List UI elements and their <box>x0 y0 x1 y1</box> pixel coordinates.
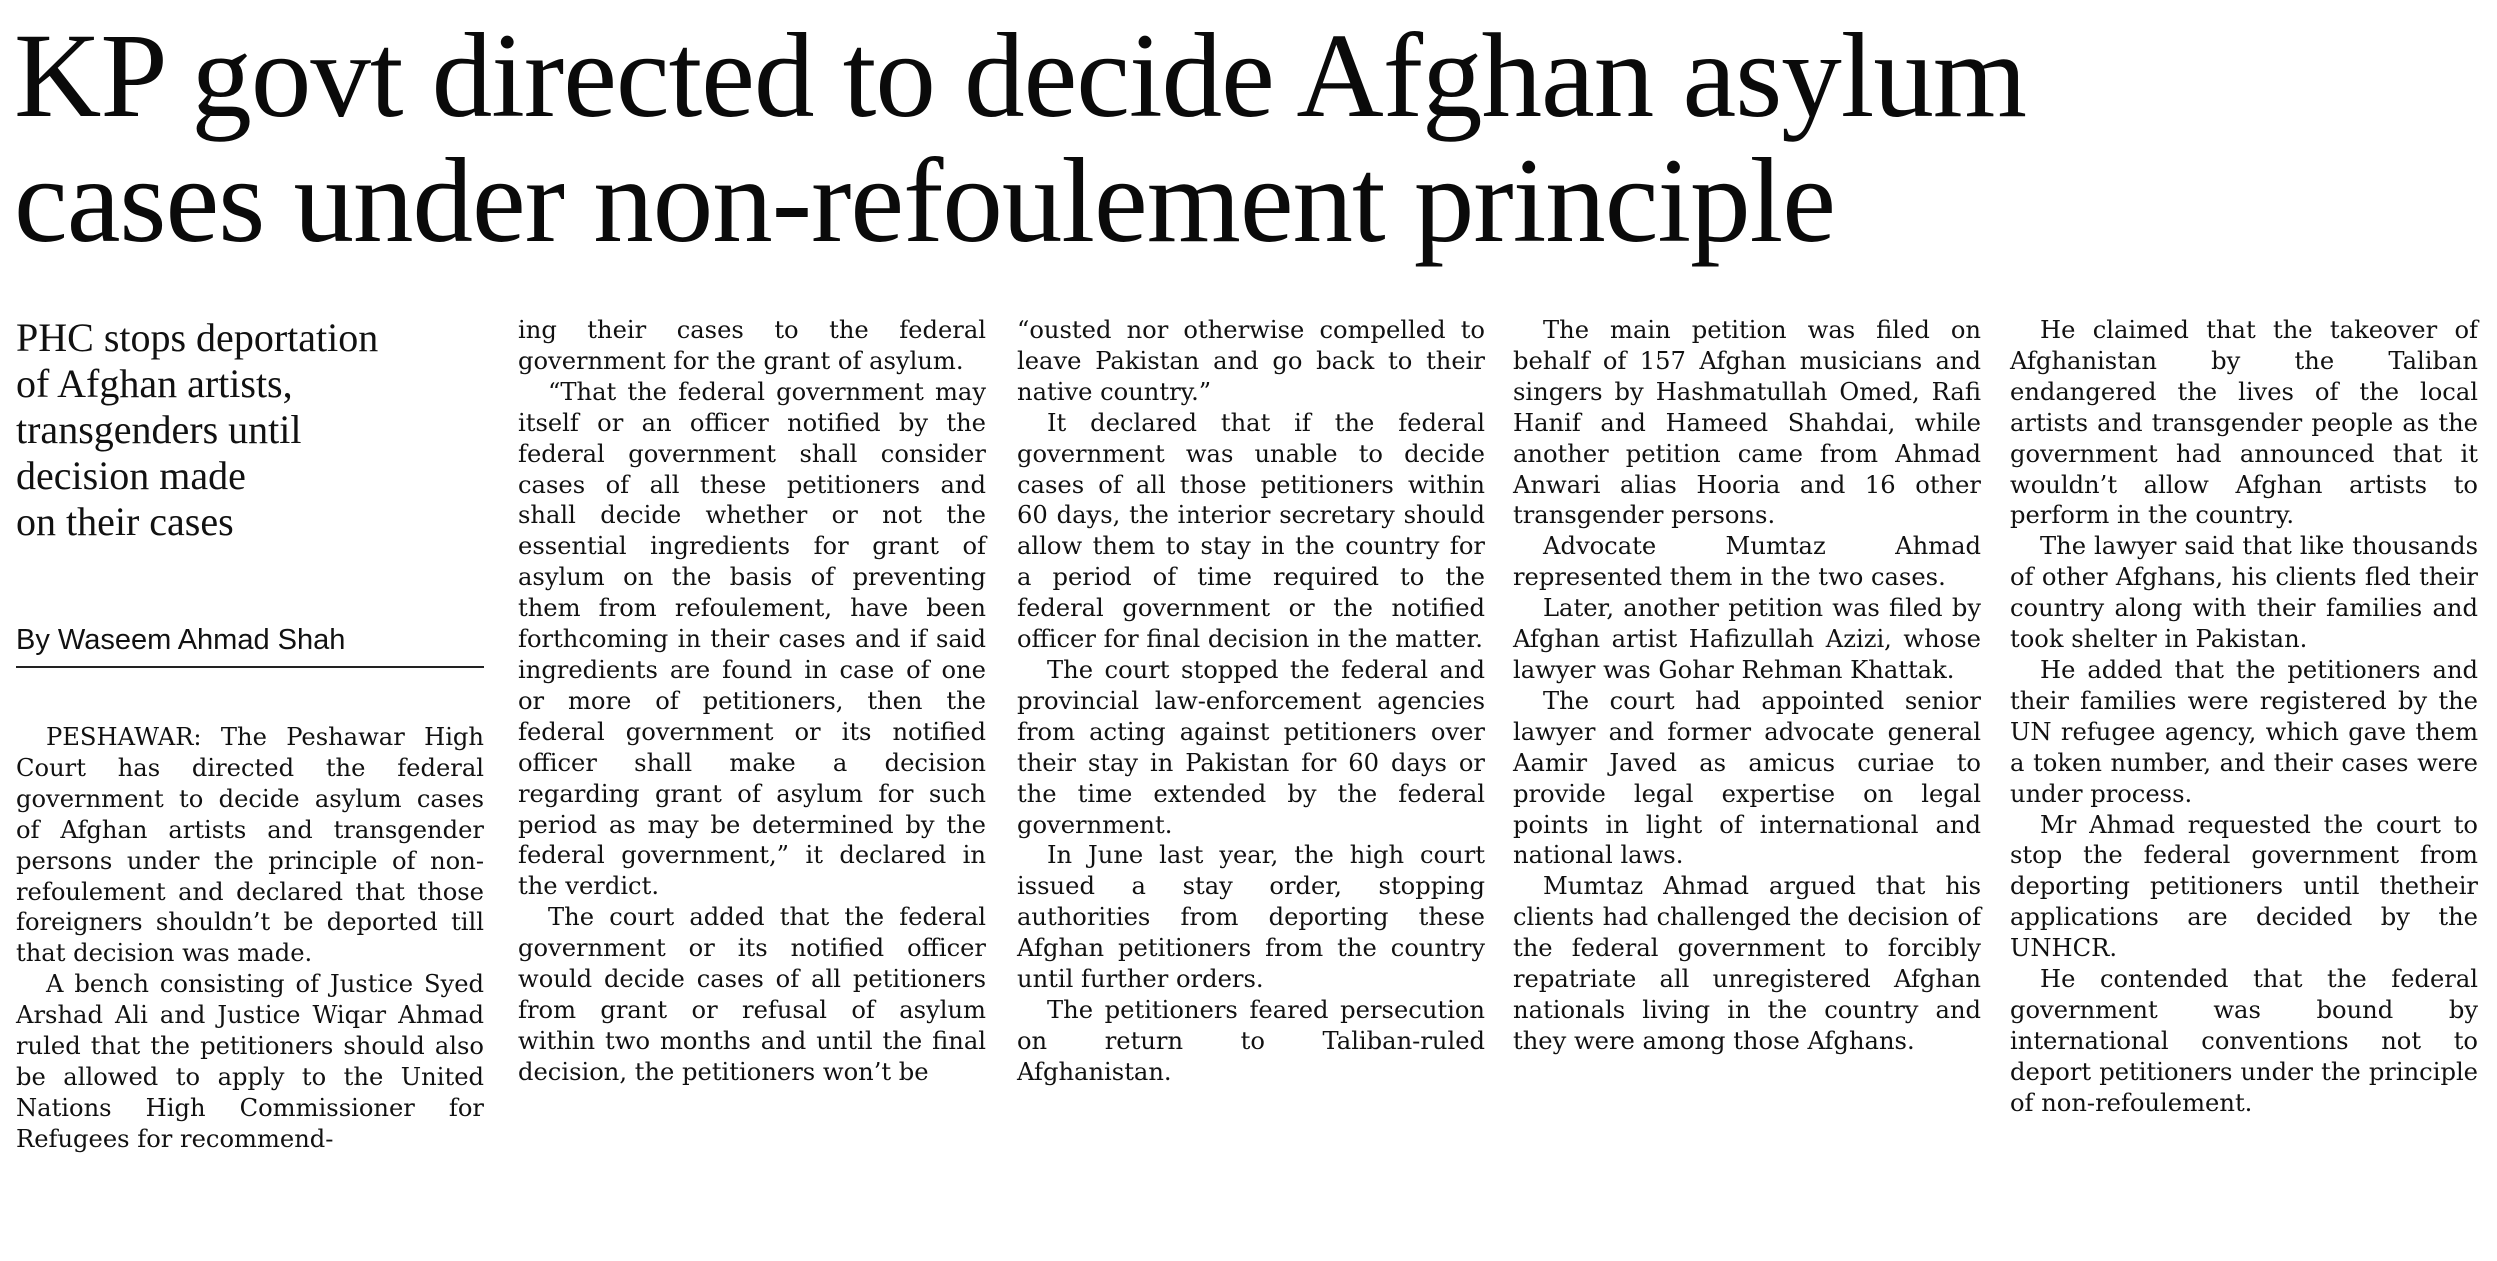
subhead-line-3: transgenders until <box>16 407 302 452</box>
article-column-2 <box>518 315 986 1088</box>
paragraph: Mumtaz Ahmad argued that his clients had challenged the decision of the federal government to forcibly repatriate all unregistered Afghan nationals living in the country and they were among those Afghans. <box>1513 872 1981 1055</box>
paragraph: PESHAWAR: The Peshawar High Court has directed the federal government to decide asylum cases of Afghan artists and transgender persons under the principle of non-refoulement and declared that those foreigners shouldn’t be deported till that decision was made. <box>16 723 484 968</box>
paragraph: The main petition was filed on behalf of 157 Afghan musicians and singers by Hashmatullah Omed, Rafi Hanif and Hameed Shahdai, while another petition came from Ahmad Anwari alias Hooria and 16 other transgender persons. <box>1513 316 1981 530</box>
subhead-line-5: on their cases <box>16 499 234 544</box>
paragraph: Advocate Mumtaz Ahmad represented them in the two cases. <box>1513 532 1981 592</box>
paragraph: The court added that the federal government or its notified officer would decide cases of all petitioners from grant or refusal of asylum within two months and until the final decision, the petitioners won’t be <box>518 903 986 1086</box>
subhead-line-4: decision made <box>16 453 246 498</box>
paragraph: “That the federal government may itself or an officer notified by the federal government shall consider cases of all these petitioners and shall decide whether or not the essential ingredients for grant of asylum on the basis of preventing them from refoulement, have been forthcoming in their cases and if said ingredients are found in case of one or more of petitioners, then the federal government or its notified officer shall make a decision regarding grant of asylum for such period as may be determined by the federal government,” it declared in the verdict. <box>518 377 986 901</box>
byline: By Waseem Ahmad Shah <box>16 622 484 668</box>
paragraph: He claimed that the takeover of Afghanistan by the Taliban endangered the lives of the local artists and transgender people as the government had announced that it wouldn’t allow Afghan artists to perform in the country. <box>2010 316 2478 530</box>
paragraph: The petitioners feared persecution on return to Taliban-ruled Afghanistan. <box>1017 995 1485 1086</box>
paragraph: The court had appointed senior lawyer and former advocate general Aamir Javed as amicus curiae to provide legal expertise on legal points in light of international and national laws. <box>1513 686 1981 870</box>
paragraph: ing their cases to the federal government for the grant of asylum. <box>518 316 986 375</box>
subhead-line-1: PHC stops deportation <box>16 315 379 360</box>
article-column-5 <box>2010 315 2478 1119</box>
paragraph: The lawyer said that like thousands of other Afghans, his clients fled their country along with their families and took shelter in Pakistan. <box>2010 532 2478 654</box>
article-column-3 <box>1017 315 1485 1088</box>
article-column-1 <box>16 722 484 1155</box>
paragraph: Mr Ahmad requested the court to stop the federal government from deporting petitioners until thetheir applications are decided by the UNHCR. <box>2010 810 2478 963</box>
headline-line-1: KP govt directed to decide Afghan asylum <box>14 9 2027 143</box>
paragraph: It declared that if the federal government was unable to decide cases of all those petitioners within 60 days, the interior secretary should allow them to stay in the country for a period of time required to the federal government or the notified officer for final decision in the matter. <box>1017 408 1485 654</box>
paragraph: Later, another petition was filed by Afghan artist Hafizullah Azizi, whose lawyer was Gohar Rehman Khattak. <box>1513 594 1981 684</box>
paragraph: He contended that the federal government was bound by international conventions not to deport petitioners under the principle of non-refoulement. <box>2010 965 2478 1117</box>
paragraph: The court stopped the federal and provincial law-enforcement agencies from acting against petitioners over their stay in Pakistan for 60 days or the time extended by the federal government. <box>1017 655 1485 839</box>
subhead-line-2: of Afghan artists, <box>16 361 293 406</box>
subhead <box>16 315 484 545</box>
paragraph: In June last year, the high court issued a stay order, stopping authorities from deporting these Afghan petitioners from the country until further orders. <box>1017 841 1485 994</box>
headline-line-2: cases under non-refoulement principle <box>14 134 1835 268</box>
paragraph: A bench consisting of Justice Syed Arshad Ali and Justice Wiqar Ahmad ruled that the petitioners should also be allowed to apply to the United Nations High Commissioner for Refugees for recommend- <box>16 970 484 1153</box>
article-column-4 <box>1513 315 1981 1057</box>
headline <box>14 9 2484 268</box>
paragraph: “ousted nor otherwise compelled to leave Pakistan and go back to their native country.” <box>1017 316 1485 406</box>
subhead-block <box>16 315 484 545</box>
paragraph: He added that the petitioners and their families were registered by the UN refugee agency, which gave them a token number, and their cases were under process. <box>2010 655 2478 808</box>
